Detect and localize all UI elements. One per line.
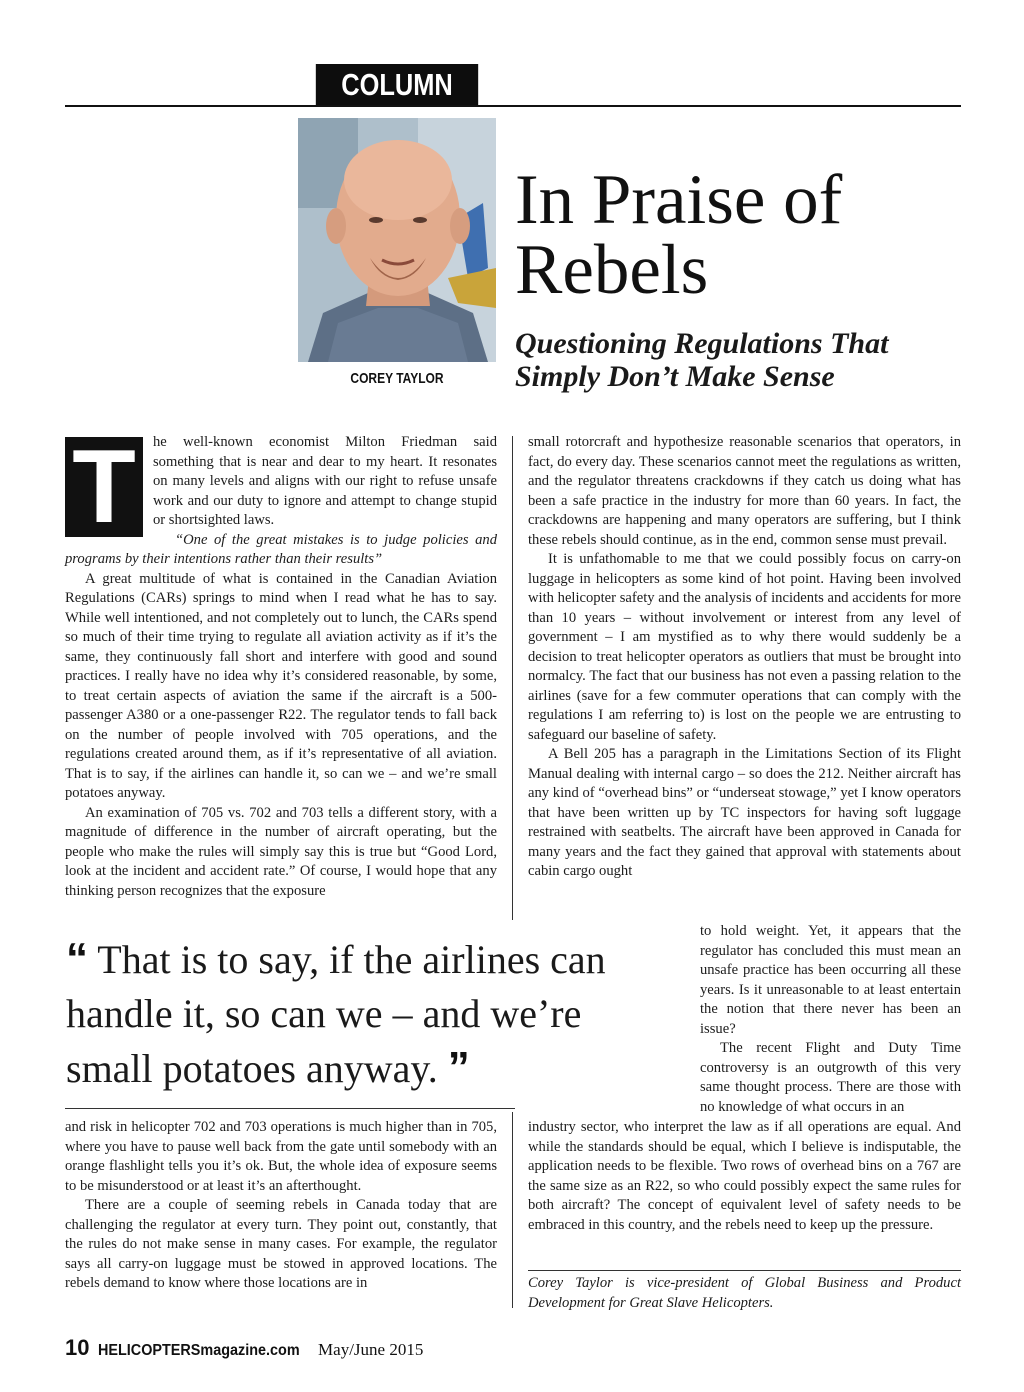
paragraph-6: It is unfathomable to me that we could possibly focus on carry-on luggage in helicopters as some kind of hot point. Having been involved with helicopter safety and the analysis of incidents and accidents for more than 10 years – without involvement or interest from any level of government – I am mystified as to why there would suddenly be a decision to treat helicopter operators as outliers that must be brought into normalcy. The fact that our business has not even a passing relation to the airlines (save for a few commuter operations that can comply with the regulations I am referring to) is lost on the people we are entrusting to safeguard our baseline of safety. bbox=[528, 551, 961, 743]
author-photo bbox=[298, 118, 496, 362]
column-2-bottom bbox=[528, 1118, 961, 1235]
column-divider bbox=[512, 436, 513, 920]
author-name: COREY TAYLOR bbox=[350, 370, 444, 387]
issue-date: May/June 2015 bbox=[318, 1340, 424, 1359]
column-1-top bbox=[65, 433, 497, 901]
page-footer bbox=[65, 1334, 423, 1362]
paragraph-8: The recent Flight and Duty Time controversy is an outgrowth of this very same thought process. There are those with no knowledge of what occurs in an bbox=[700, 1040, 961, 1115]
paragraph-4-continued: and risk in helicopter 702 and 703 operations is much higher than in 705, where you have to pause well back from the gate until somebody with an orange flashlight tells you it’s ok. But, the whole idea of exposure seems to be misunderstood or at least it’s an afterthought. bbox=[65, 1119, 497, 1194]
drop-cap: T bbox=[65, 437, 143, 537]
column-1-bottom bbox=[65, 1118, 497, 1294]
paragraph-4: An examination of 705 vs. 702 and 703 tells a different story, with a magnitude of difference in the number of aircraft operating, but the people who make the rules will simply say this is true but “Good Lord, look at the incident and accident rate.” Of course, I would hope that any thinking person recognizes that the exposure bbox=[65, 804, 497, 899]
paragraph-5-continued: small rotorcraft and hypothesize reasonable scenarios that operators, in fact, do every day. These scenarios cannot meet the regulations as written, and the regulator threatens crackdowns if they catch us doing what has been a safe practice in the industry for more than 60 years. In fact, the crackdowns are happening and many operators are suffering, but I think these rebels should continue, as in the end, common sense must prevail. bbox=[528, 434, 961, 548]
article-title: In Praise of Rebels bbox=[515, 161, 843, 309]
magazine-website: HELICOPTERSmagazine.com bbox=[97, 1342, 300, 1359]
article-subtitle: Questioning Regulations That Simply Don’t Make Sense bbox=[515, 327, 889, 393]
close-quote-mark: ” bbox=[447, 1043, 470, 1092]
paragraph-1: he well-known economist Milton Friedman said something that is near and dear to my heart. It resonates on many levels and aligns with our right to refuse unsafe work and our duty to ignore and attempt to change stupid or shortsighted laws. bbox=[153, 434, 497, 528]
page-number: 10 bbox=[65, 1335, 90, 1360]
pull-quote-rule bbox=[65, 1108, 515, 1109]
paragraph-8-continued: industry sector, who interpret the law as if all operations are equal. And while the standards should be equal, which I believe is indisputable, the application needs to be flexible. Two rows of overhead bins on a 767 are the same size as an R22, so who could possibly expect the same rules for both aircraft? The concept of equivalent level of safety needs to be embraced in this country, and the rebels need to keep up the pressure. bbox=[528, 1119, 961, 1233]
author-bio: Corey Taylor is vice-president of Global Business and Product Development for Great Slave Helicopters. bbox=[528, 1275, 961, 1311]
paragraph-7-continued: to hold weight. Yet, it appears that the regulator has concluded this must mean an unsafe practice has been occurring all these years. Is it unreasonable to at least entertain the notion that there never has been an issue? bbox=[700, 923, 961, 1037]
paragraph-7: A Bell 205 has a paragraph in the Limitations Section of its Flight Manual dealing with internal cargo – so does the 212. Neither aircraft has any kind of “overhead bins” or “underseat stowage,” yet I know operators that have been written up by TC inspectors for having soft luggage restrained with seatbelts. The aircraft have been approved in Canada for many years and the fact they gained that approval with statements about cabin cargo ought bbox=[528, 746, 961, 879]
pull-quote bbox=[66, 932, 676, 1096]
section-tag: COLUMN bbox=[316, 64, 478, 106]
open-quote-mark: “ bbox=[66, 934, 88, 983]
bio-rule bbox=[528, 1270, 961, 1271]
header-rule bbox=[65, 105, 961, 107]
paragraph-3: A great multitude of what is contained in the Canadian Aviation Regulations (CARs) springs to mind when I read what he has to say. While well intentioned, and not completely out to lunch, the CARs spend so much of their time trying to regulate all aviation activity as if it’s the same, they continuously fall short and interfere with good and sound practices. I really have no idea why it’s considered reasonable, by some, to treat certain aspects of aviation the same if the aircraft is a 500-passenger A380 or a one-passenger R22. The regulator tends to fall back on the number of people involved with 705 operations, and the regulations created around them, as if it’s representative of all aviation. That is to say, if the airlines can handle it, so can we – and we’re small potatoes anyway. bbox=[65, 570, 497, 801]
friedman-quote: “One of the great mistakes is to judge policies and programs by their intentions rather than their results” bbox=[65, 531, 497, 567]
column-2-top bbox=[528, 433, 961, 882]
pull-quote-text: That is to say, if the airlines can handle it, so can we – and we’re small potatoes anyway. bbox=[66, 937, 606, 1091]
paragraph-5: There are a couple of seeming rebels in Canada today that are challenging the regulator at every turn. They point out, constantly, that the rules do not make sense in many cases. For example, the regulator says all carry-on luggage must be stowed in approved locations. The rebels demand to know where those locations are in bbox=[65, 1197, 497, 1291]
column-2-narrow bbox=[700, 922, 961, 1117]
column-divider-lower bbox=[512, 1112, 513, 1308]
author-portrait-image bbox=[298, 118, 496, 362]
